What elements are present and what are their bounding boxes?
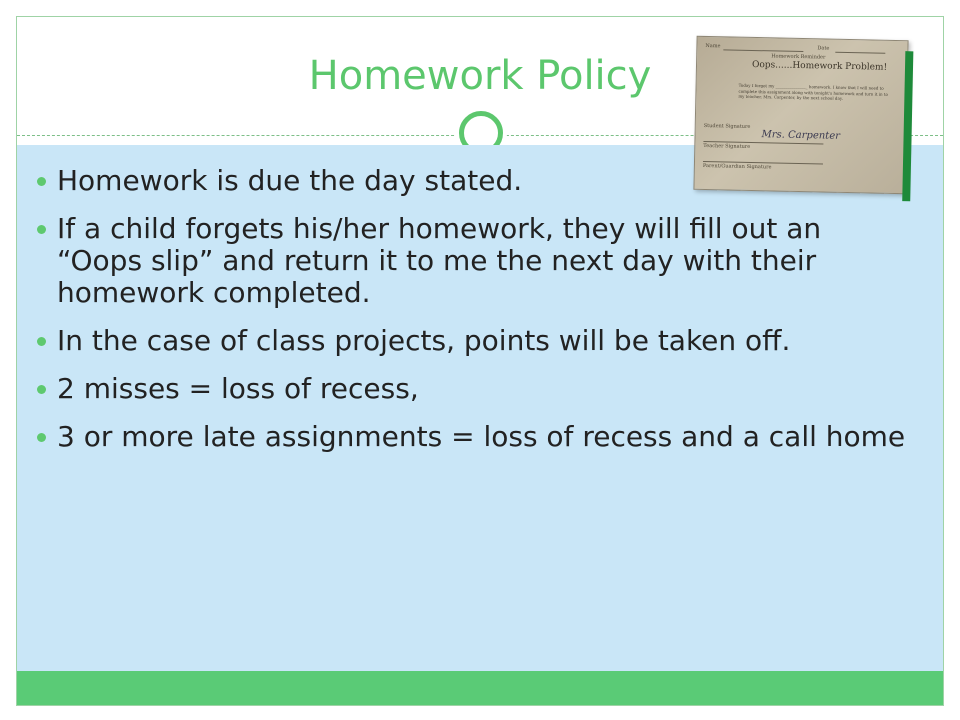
bullet-dot-icon [37,385,46,394]
bullet-dot-icon [37,433,46,442]
photo-name-line [723,49,803,52]
slide-title: Homework Policy [308,53,652,99]
photo-header-small: Homework Reminder [771,53,826,61]
bullet-dot-icon [37,337,46,346]
photo-signature: Mrs. Carpenter [761,129,841,142]
footer-bar [17,671,943,706]
bullet-item [34,325,914,357]
photo-date-line [835,52,885,54]
oops-slip-photo [693,36,908,194]
photo-name-label: Name [705,42,721,50]
bullet-text: Homework is due the day stated. [57,164,523,197]
bullet-dot-icon [37,177,46,186]
photo-heading: Oops......Homework Problem! [751,59,888,73]
bullet-text: If a child forgets his/her homework, they will fill out an “Oops slip” and return it to me the next day with their homework completed. [57,212,822,309]
photo-body: Today I forgot my ________________ homework. I know that I will need to complete this assignment along with tonight's homework and turn it in to my teacher, Mrs. Carpenter, by the next school day. [738,82,889,101]
bullet-text: In the case of class projects, points will be taken off. [57,324,791,357]
bullet-item [34,373,914,405]
photo-student-sig-label: Student Signature [703,122,751,130]
bullet-list [34,162,914,469]
bullet-item [34,421,914,453]
bullet-dot-icon [37,225,46,234]
bullet-item [34,213,914,309]
photo-teacher-sig-label: Teacher Signature [703,142,751,150]
photo-date-label: Date [817,45,830,52]
photo-parent-sig-label: Parent/Guardian Signature [702,162,772,171]
bullet-text: 2 misses = loss of recess, [57,372,419,405]
bullet-text: 3 or more late assignments = loss of recess and a call home [57,420,906,453]
